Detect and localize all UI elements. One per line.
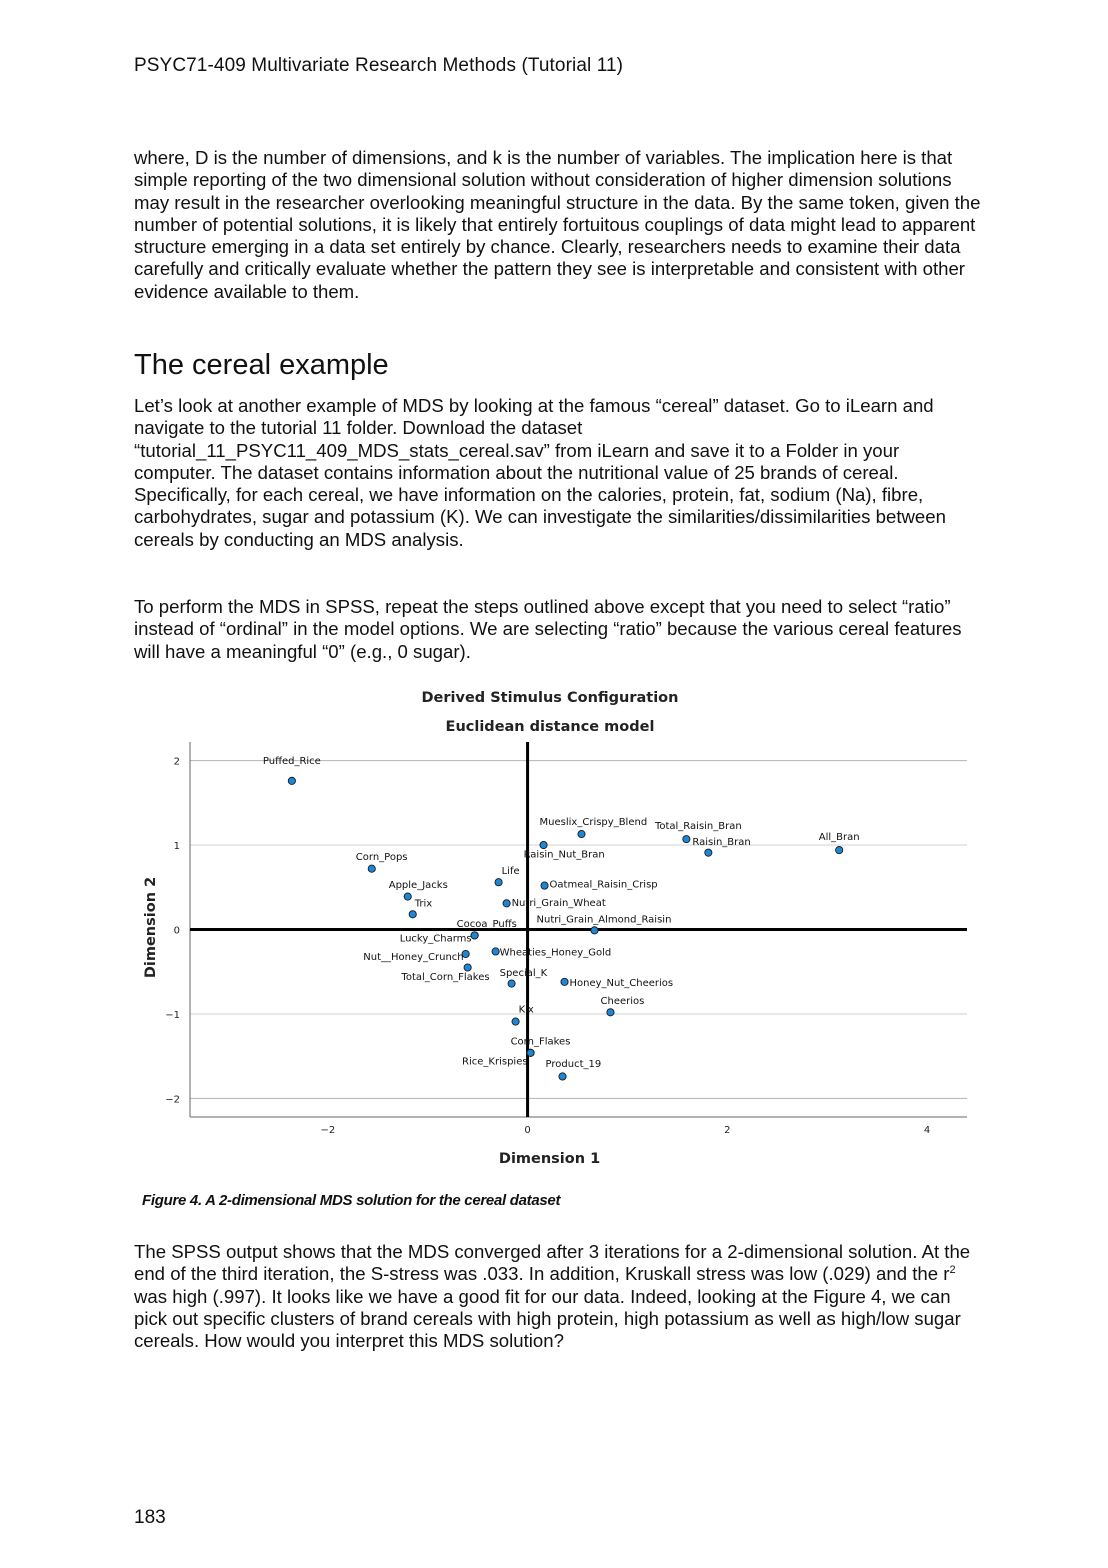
data-point: [836, 847, 843, 854]
y-axis-title: Dimension 2: [143, 876, 159, 979]
data-point-label: Raisin_Bran: [692, 837, 751, 849]
data-point: [471, 932, 478, 939]
data-point-label: Cheerios: [600, 995, 645, 1007]
data-point-label: Special_K: [499, 967, 548, 979]
data-point: [512, 1018, 519, 1025]
y-tick-label: 0: [173, 925, 180, 937]
data-point: [495, 879, 502, 886]
figure-caption: Figure 4. A 2-dimensional MDS solution for the cereal dataset: [142, 1192, 561, 1209]
data-point-label: Nutri_Grain_Wheat: [511, 897, 606, 909]
data-point: [409, 911, 416, 918]
data-point: [508, 980, 515, 987]
r-squared-superscript: 2: [949, 1264, 956, 1277]
data-point-label: Total_Raisin_Bran: [654, 820, 742, 832]
data-point: [540, 841, 547, 848]
intro-paragraph: where, D is the number of dimensions, and k is the number of variables. The implication here is that simple reporting of the two dimensional solution without consideration of higher dimension solutions may result in the researcher overlooking meaningful structure in the data. By the same token, given the number of potential solutions, it is likely that entirely fortuitous couplings of data might lead to apparent structure emerging in a data set entirely by chance. Clearly, researchers needs to examine their data carefully and critically evaluate whether the pattern they see is interpretable and consistent with other evidence available to them.: [134, 147, 981, 302]
section-title: The cereal example: [134, 349, 389, 381]
x-axis-title: Dimension 1: [498, 1151, 601, 1167]
data-point-label: All_Bran: [818, 831, 860, 843]
y-tick-label: 2: [173, 756, 180, 768]
data-point-label: Total_Corn_Flakes: [401, 972, 490, 984]
data-point-label: Corn_Pops: [355, 852, 408, 864]
x-tick-label: 2: [724, 1125, 731, 1136]
x-tick-label: 0: [524, 1125, 531, 1136]
data-point-label: Nutri_Grain_Almond_Raisin: [536, 914, 672, 926]
data-point: [492, 948, 499, 955]
x-tick-label: −2: [320, 1125, 336, 1136]
data-point: [591, 927, 598, 934]
running-header: PSYC71-409 Multivariate Research Methods (Tutorial 11): [134, 55, 624, 76]
data-point: [607, 1009, 614, 1016]
data-point-label: Lucky_Charms: [399, 933, 472, 945]
data-point: [503, 900, 510, 907]
data-point: [288, 777, 295, 784]
data-point: [683, 836, 690, 843]
chart-subtitle: Euclidean distance model: [445, 719, 655, 735]
data-point-label: Kix: [518, 1004, 534, 1016]
data-point-label: Oatmeal_Raisin_Crisp: [549, 879, 658, 891]
data-point-label: Puffed_Rice: [262, 755, 321, 767]
data-point: [527, 1049, 534, 1056]
data-point: [559, 1073, 566, 1080]
data-point-label: Raisin_Nut_Bran: [523, 849, 605, 861]
results-text-part1: The SPSS output shows that the MDS converged after 3 iterations for a 2-dimensional solution. At the end of the third iteration, the S-stress was .033. In addition, Kruskall stress was low (.029) and the r: [134, 1241, 971, 1285]
data-point-label: Mueslix_Crispy_Blend: [539, 816, 648, 828]
data-point-label: Honey_Nut_Cheerios: [569, 978, 674, 990]
y-tick-label: −1: [165, 1009, 180, 1021]
data-point: [561, 978, 568, 985]
data-point: [578, 830, 585, 837]
results-paragraph: [134, 1241, 984, 1352]
data-point-label: Corn_Flakes: [510, 1036, 571, 1048]
y-tick-label: 1: [173, 841, 180, 853]
data-point: [368, 865, 375, 872]
data-point-label: Product_19: [545, 1059, 602, 1071]
chart-title: Derived Stimulus Configuration: [421, 690, 679, 706]
cereal-intro-paragraph: Let’s look at another example of MDS by looking at the famous “cereal” dataset. Go to iLearn and navigate to the tutorial 11 folder. Download the dataset “tutorial_11_PSYC11_409_MDS_stats_cereal.sav” from iLearn and save it to a Folder in your computer. The dataset contains information about the nutritional value of 25 brands of cereal. Specifically, for each cereal, we have information on the calories, protein, fat, sodium (Na), fibre, carbohydrates, sugar and potassium (K). We can investigate the similarities/dissimilarities between cereals by conducting an MDS analysis.: [134, 395, 946, 550]
y-tick-label: −2: [165, 1094, 180, 1106]
data-point: [404, 893, 411, 900]
scatter-plot: [130, 685, 990, 1175]
mds-figure: [130, 685, 990, 1175]
data-point-label: Nut__Honey_Crunch: [363, 951, 464, 963]
data-point-label: Cocoa_Puffs: [456, 918, 517, 930]
results-text-part2: was high (.997). It looks like we have a good fit for our data. Indeed, looking at the Figure 4, we can pick out specific clusters of brand cereals with high protein, high potassium as well as high/low sugar cereals. How would you interpret this MDS solution?: [134, 1285, 961, 1352]
data-point-label: Trix: [414, 898, 433, 910]
data-point: [464, 964, 471, 971]
spss-steps-paragraph: To perform the MDS in SPSS, repeat the steps outlined above except that you need to select “ratio” instead of “ordinal” in the model options. We are selecting “ratio” because the various cereal features will have a meaningful “0” (e.g., 0 sugar).: [134, 596, 962, 662]
data-point-label: Rice_Krispies: [462, 1056, 528, 1068]
data-point-label: Apple_Jacks: [388, 880, 448, 892]
data-point: [541, 882, 548, 889]
data-point: [705, 849, 712, 856]
page-number: 183: [134, 1507, 166, 1528]
data-point-label: Life: [501, 865, 520, 877]
data-point-label: Wheaties_Honey_Gold: [499, 947, 612, 959]
x-tick-label: 4: [923, 1125, 931, 1136]
